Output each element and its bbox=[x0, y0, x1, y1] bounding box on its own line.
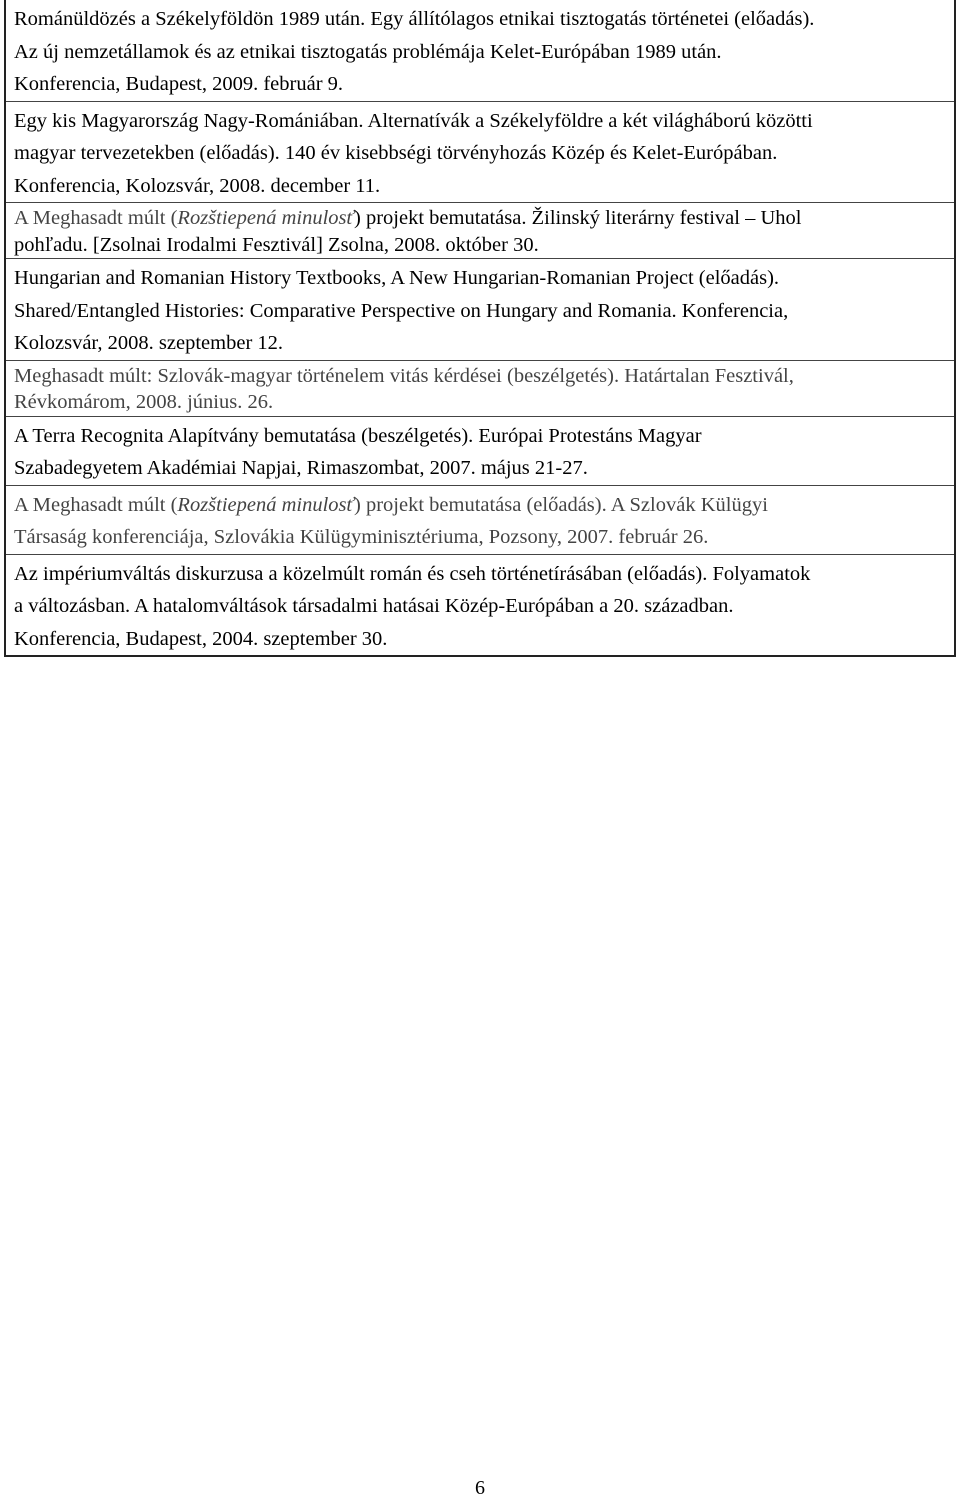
entry-text: A Meghasadt múlt ( bbox=[14, 207, 178, 229]
entry-line: Szabadegyetem Akadémiai Napjai, Rimaszombat, 2007. május 21-27. bbox=[14, 457, 588, 479]
entry-line: Shared/Entangled Histories: Comparative Perspective on Hungary and Romania. Konferencia, bbox=[14, 299, 789, 322]
table-row bbox=[6, 554, 954, 656]
entry-text: ) projekt bemutatása. Žilinský literárny festival – Uhol bbox=[354, 207, 802, 229]
entry-line: magyar tervezetekben (előadás). 140 év kisebbségi törvényhozás Közép és Kelet-Európában. bbox=[14, 142, 778, 164]
table-row bbox=[6, 485, 954, 554]
entry-line: Hungarian and Romanian History Textbooks, A New Hungarian-Romanian Project (előadás). bbox=[14, 267, 780, 289]
entry-line bbox=[14, 205, 946, 232]
table-row bbox=[6, 101, 954, 203]
entry-title-italic: Rozštiepená minulosť bbox=[177, 493, 354, 516]
entry-line: Társaság konferenciája, Szlovákia Külügyminisztériuma, Pozsony, 2007. február 26. bbox=[14, 526, 709, 548]
entry-title-italic: Rozštiepená minulosť bbox=[177, 207, 354, 229]
table-row bbox=[6, 258, 954, 360]
entry-line: Egy kis Magyarország Nagy-Romániában. Alternatívák a Székelyföldre a két világháború közötti bbox=[14, 109, 813, 132]
page-number: 6 bbox=[475, 1477, 485, 1499]
entry-line: Révkomárom, 2008. június. 26. bbox=[14, 391, 274, 413]
entry-text: ) projekt bemutatása (előadás). A Szlovák Külügyi bbox=[354, 493, 768, 516]
lectures-table bbox=[4, 0, 956, 657]
entry-line: Konferencia, Budapest, 2004. szeptember 30. bbox=[14, 627, 388, 650]
table-row bbox=[6, 360, 954, 416]
entry-line bbox=[14, 489, 946, 522]
entry-line: Konferencia, Kolozsvár, 2008. december 11. bbox=[14, 174, 381, 197]
entry-line: Meghasadt múlt: Szlovák-magyar történelem vitás kérdései (beszélgetés). Határtalan Fesztivál, bbox=[14, 364, 794, 387]
table-row bbox=[6, 202, 954, 258]
entry-line: Románüldözés a Székelyföldön 1989 után. Egy állítólagos etnikai tisztogatás történetei (előadás). bbox=[14, 8, 815, 30]
table-row bbox=[6, 0, 954, 101]
entry-line: Kolozsvár, 2008. szeptember 12. bbox=[14, 332, 284, 354]
entry-line: Konferencia, Budapest, 2009. február 9. bbox=[14, 73, 344, 95]
entry-text: A Meghasadt múlt ( bbox=[14, 493, 178, 516]
entry-line: a változásban. A hatalomváltások társadalmi hatásai Közép-Európában a 20. században. bbox=[14, 595, 734, 617]
entry-line: Az impériumváltás diskurzusa a közelmúlt román és cseh történetírásában (előadás). Folyamatok bbox=[14, 562, 811, 585]
entry-line: pohľadu. [Zsolnai Irodalmi Fesztivál] Zsolna, 2008. október 30. bbox=[14, 233, 539, 256]
table-row bbox=[6, 416, 954, 485]
entry-line: A Terra Recognita Alapítvány bemutatása (beszélgetés). Európai Protestáns Magyar bbox=[14, 424, 702, 447]
entry-line: Az új nemzetállamok és az etnikai tisztogatás problémája Kelet-Európában 1989 után. bbox=[14, 40, 722, 63]
